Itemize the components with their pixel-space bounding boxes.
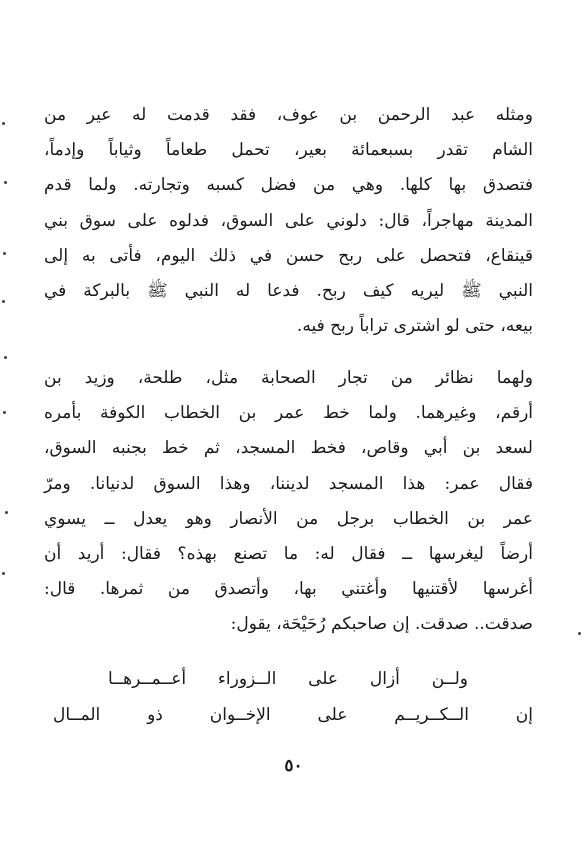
text-line: فتصدق بها كلها. وهي من فضل كسبه وتجارته. ولما قدم (44, 175, 533, 196)
margin-dot (5, 511, 8, 514)
margin-dot (2, 572, 5, 575)
paragraph-1 (44, 98, 533, 344)
margin-dot (2, 122, 5, 125)
margin-dot (578, 632, 581, 635)
margin-dot (3, 411, 6, 414)
text-line: المدينة مهاجراً، قال: دلوني على السوق، فدلوه على سوق بني (44, 210, 533, 231)
text-line: ومثله عبد الرحمن بن عوف، فقد قدمت له عير من (44, 105, 533, 125)
verse-line-1: ولــن أزال على الــزوراء أعــمــرهــا (108, 669, 468, 689)
text-line: بيعه، حتى لو اشترى تراباً ربح فيه. (296, 316, 533, 337)
text-line: أرقم، وغيرهما. ولما خط عمر بن الخطاب الكوفة بأمره (44, 403, 533, 424)
text-line: أغرسها لأقتنيها وأغتني بها، وأتصدق من ثمرها. قال: (44, 579, 533, 600)
text-line: أرضاً ليغرسها ــ فقال له: ما تصنع بهذه؟ فقال: أريد أن (44, 543, 533, 564)
margin-dot (4, 181, 7, 184)
page-number: ٥٠ (284, 756, 303, 776)
margin-dot (3, 252, 6, 255)
margin-dot (2, 300, 5, 303)
text-line: النبي ﷺ ليريه كيف ربح. فدعا له النبي ﷺ بالبركة في (44, 280, 533, 301)
text-line: صدقت.. صدقت. إن صاحبكم رُحَيْحَة، يقول: (230, 614, 533, 635)
text-line: عمر بن الخطاب برجل من الأنصار وهو يعدل ــ يسوي (44, 508, 533, 529)
text-line: لسعد بن أبي وقاص، فخط المسجد، ثم خط بجنبه السوق، (44, 438, 533, 459)
margin-dot (4, 356, 7, 359)
text-line: فقال عمر: هذا المسجد لديننا، وهذا السوق لدنيانا. ومرّ (44, 473, 533, 494)
verse-line-2: إن الــكــريــم على الإخــوان ذو المــال (53, 705, 533, 725)
text-line: ولهما نظائر من تجار الصحابة مثل، طلحة، وزيد بن (44, 368, 533, 388)
paragraph-2 (44, 361, 533, 643)
text-line: الشام تقدر بسبعمائة بعير، تحمل طعاماً وثياباً وإدماً، (44, 140, 533, 161)
text-line: قينقاع، فتحصل على ربح حسن في ذلك اليوم، فأتى به إلى (44, 245, 533, 266)
